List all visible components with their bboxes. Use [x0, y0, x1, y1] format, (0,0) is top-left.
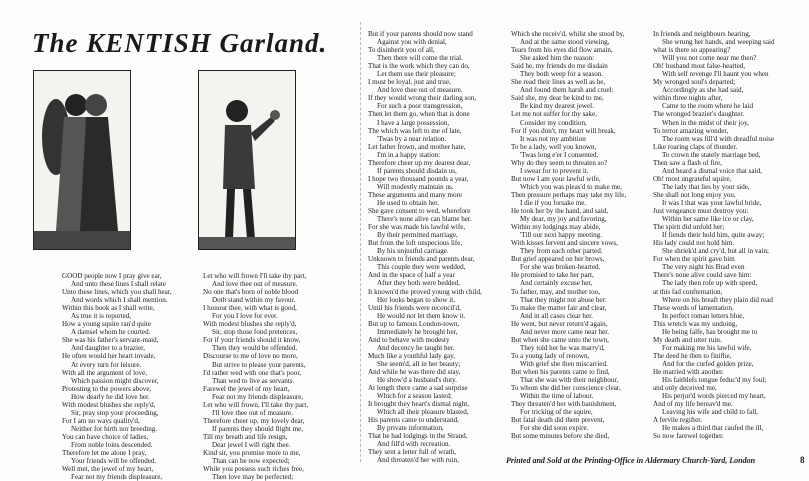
verse-line: My dear, my joy and favoring,: [520, 215, 607, 224]
verse-line: It was not my ambition: [520, 134, 586, 143]
verse-line: Let them use their pleasure;: [377, 70, 456, 79]
verse-line: That she was with their neighbour,: [520, 376, 619, 385]
verse-line: She shall not long enjoy you,: [653, 190, 736, 199]
verse-line: She was his father's servant-maid,: [62, 336, 159, 345]
verse-line: Will modestly maintain us.: [377, 182, 454, 191]
verse-line: My death and utter ruin.: [653, 335, 722, 344]
verse-line: She asked him the reason:: [520, 54, 595, 63]
verse-line: I swear for to prevent it.: [520, 166, 589, 175]
verse-line: I must be loyal, just and true,: [368, 78, 451, 87]
verse-line: Let father frown, and mother hate,: [368, 142, 466, 151]
verse-line: He being falfe, has brought me to: [662, 327, 758, 336]
verse-line: Let me not suffer for thy sake,: [511, 110, 597, 119]
verse-line: Where on his breaft they plain did read: [662, 295, 773, 304]
verse-line: And in the space of half a year: [368, 271, 455, 280]
verse-line: They sent a letter full of wrath,: [368, 448, 457, 457]
verse-line: That they might not abuse her:: [520, 295, 607, 304]
verse-line: For if your friends should it know,: [203, 336, 301, 345]
verse-line: There's none alive can blame her.: [377, 215, 472, 224]
verse-line: Which she receiv'd, whilst she stood by,: [511, 30, 625, 38]
verse-line: And certainly excuse her,: [520, 279, 593, 288]
verse-line: Therefore cheer up my dearest dear,: [368, 158, 471, 167]
verse-line: But up to famous London-town,: [368, 319, 460, 328]
verse-line: With self revenge I'll haunt you when: [662, 70, 769, 79]
verse-line: Then there will come the trial.: [377, 54, 463, 63]
verse-line: And decency he taught her.: [377, 343, 455, 352]
verse-line: There's none alive could save him:: [653, 271, 752, 280]
verse-line: And for the curfed golden prize,: [662, 359, 754, 368]
verse-line: And in all cases clear her.: [520, 311, 593, 320]
verse-line: But strive to please your parents,: [212, 360, 306, 369]
verse-line: I'm in a happy station:: [377, 150, 441, 159]
woodcut-man-image: [198, 70, 296, 250]
ballad-column-2: [203, 272, 353, 481]
verse-line: As true it is reported,: [71, 312, 132, 321]
verse-line: Then let them go, when that is done: [368, 110, 470, 119]
verse-line: They threaten'd her with banishment,: [511, 400, 617, 409]
verse-line: Doth stand within my favour.: [212, 296, 296, 305]
page-fold-divider: [360, 22, 362, 462]
verse-line: She seem'd, all in her beauty;: [377, 359, 461, 368]
verse-line: To a young lady of renown,: [511, 351, 590, 360]
verse-line: And love thee out of measure.: [212, 280, 298, 289]
verse-line: While you possess such riches free,: [203, 465, 304, 474]
verse-line: Just vengeance must destroy you:: [653, 207, 749, 216]
verse-line: For you I love for ever.: [212, 312, 278, 321]
verse-line: But from the loft unspecious life,: [368, 239, 463, 248]
ballad-column-1: [62, 272, 202, 481]
verse-line: I have a large possession,: [377, 118, 450, 127]
verse-line: To make the matter fair and clear,: [511, 303, 607, 312]
verse-line: If they would wrong their darling son,: [368, 94, 477, 103]
verse-line: He used to obtain her.: [377, 198, 440, 207]
verse-line: She shriek'd and cry'd, but all in vain;: [662, 247, 769, 256]
verse-line: Fear not my friends displeasure,: [71, 473, 163, 481]
verse-line: And heard a dismal voice that said,: [662, 166, 762, 175]
verse-line: Sir, pray stop your proceeding,: [71, 408, 159, 417]
verse-line: Within this book as I shall write,: [62, 304, 155, 313]
verse-line: He went, but never return'd again,: [511, 319, 608, 328]
verse-line: And love thee out of measure.: [377, 86, 463, 95]
verse-line: From noble loins descended.: [71, 440, 153, 449]
verse-line: I honour thee, with what is good,: [203, 304, 297, 313]
verse-line: For making me his lawful wife,: [662, 343, 752, 352]
verse-line: To crown the stately marriage bed,: [662, 150, 761, 159]
verse-line: Dear jewel I will right thee.: [212, 440, 291, 449]
verse-line: He married with another.: [653, 367, 724, 376]
verse-line: For such a poor transgression,: [377, 102, 463, 111]
verse-line: GOOD people now I pray give ear,: [62, 272, 162, 280]
verse-line: I hope two thousand pounds a year,: [368, 174, 469, 183]
verse-line: If parents they should flight me,: [212, 424, 304, 433]
verse-line: Came to the room where he laid: [662, 102, 754, 111]
verse-line: But if your parents should now stand: [368, 30, 473, 38]
verse-line: Then love may be perfected;: [212, 473, 294, 481]
verse-line: At length there came a sad surprise: [368, 384, 468, 393]
verse-line: If fiends their hold him, quite away;: [662, 231, 765, 240]
verse-line: Therefore cheer up, my lovely dear,: [203, 416, 305, 425]
verse-line: And threaten'd her with ruin,: [377, 456, 459, 465]
verse-line: This wretch was my undoing,: [653, 319, 738, 328]
verse-line: His parents came to understand,: [368, 416, 459, 425]
verse-line: And daughter to a brazier,: [71, 344, 145, 353]
verse-line: How dearly he did love her.: [71, 392, 150, 401]
verse-line: The lady then rofe up with speed,: [662, 279, 758, 288]
verse-line: The which was left to me of late,: [368, 126, 462, 135]
verse-line: She wrung her hands, and weeping said: [662, 38, 775, 47]
verse-line: The very night his Brad even: [662, 263, 745, 272]
verse-line: at this fad confternation,: [653, 287, 723, 296]
verse-line: Will you not come near me then?: [662, 54, 757, 63]
verse-line: That is the work which they can do,: [368, 62, 470, 71]
verse-line: The deed he then to finifhe,: [653, 351, 732, 360]
verse-line: The lady that lies by your side,: [662, 182, 750, 191]
verse-line: They both weep for a season.: [520, 70, 604, 79]
verse-line: Discourse to me of love no more,: [203, 352, 298, 361]
verse-line: It brought they heart's dismal night,: [368, 400, 469, 409]
verse-line: After they both were bedded,: [377, 279, 460, 288]
verse-line: A damsel whom he courted.: [71, 328, 151, 337]
verse-line: The wronged brazier's daughter.: [653, 110, 745, 119]
verse-line: To whom she did her conscience clear,: [511, 384, 621, 393]
verse-line: and only deceived me,: [653, 384, 717, 393]
verse-line: Fear not my friends displeasure,: [212, 392, 304, 401]
verse-line: How a young squire ran'd quite: [62, 320, 151, 329]
verse-line: 'Till our next happy meeting.: [520, 231, 602, 240]
verse-line: His perjur'd words pierced my heart,: [662, 392, 766, 401]
verse-line: They told her he was marry'd,: [520, 343, 605, 352]
verse-line: Unknown to friends and parents dear,: [368, 255, 475, 264]
verse-line: A fervile regifter.: [653, 416, 703, 425]
verse-line: For I am no ways quality'd,: [62, 416, 140, 425]
verse-line: I die if you forsake me.: [520, 198, 587, 207]
verse-line: And never more came near her.: [520, 327, 610, 336]
verse-line: Said he, my friends do me disdain: [511, 62, 608, 71]
verse-line: He often would her heart invade,: [62, 352, 156, 361]
verse-line: Leaving his wife and child to fall,: [662, 408, 758, 417]
verse-line: within three nights after,: [653, 94, 723, 103]
verse-line: But grief appeared on her brows,: [511, 255, 605, 264]
ballad-title: The KENTISH Garland.: [32, 28, 328, 58]
verse-line: And fill'd with recreation.: [377, 440, 451, 449]
verse-line: She gave consent to wed, wherefore: [368, 207, 471, 216]
verse-line: Within the time of labour.: [520, 392, 594, 401]
verse-line: Neither for birth nor breeding.: [71, 424, 158, 433]
verse-line: To disinherit you of all,: [368, 46, 435, 55]
verse-line: Much like a youthful lady gay,: [368, 351, 456, 360]
woodcut-couple-image: [33, 70, 131, 250]
verse-line: These words of lamentation.: [653, 303, 734, 312]
verse-line: Oh! husband most false-hearted,: [653, 62, 746, 71]
verse-line: Let who will frown I'll take thy part,: [203, 272, 307, 280]
verse-line: You can have choice of ladies,: [62, 432, 149, 441]
verse-line: When in the midst of their joy,: [662, 118, 749, 127]
verse-line: And to behave with modesty: [368, 335, 450, 344]
verse-line: Like roaring claps of thunder.: [653, 142, 738, 151]
verse-line: For if you don't, my heart will break,: [511, 126, 616, 135]
verse-line: The spirit did unfold her;: [653, 223, 725, 232]
verse-line: And while he was there did stay,: [368, 367, 461, 376]
verse-line: That he had lodgings in the Strand,: [368, 432, 468, 441]
verse-line: He promised to take her part,: [511, 271, 594, 280]
verse-line: Within her same like ice or clay,: [662, 215, 754, 224]
verse-line: They from each other parted.: [520, 247, 603, 256]
verse-line: Why do they seem to threaten so?: [511, 158, 608, 167]
woodcut-couple-drawing: [34, 71, 130, 249]
verse-line: And words which I shall mention.: [71, 296, 168, 305]
printer-imprint: Printed and Sold at the Printing-Office in Aldermary Church-Yard, London: [506, 456, 756, 465]
verse-line: 'Twas long e'er I consented.: [520, 150, 599, 159]
verse-line: Than can be now expected;: [212, 457, 290, 466]
verse-line: By their permitted marriage,: [377, 231, 458, 240]
verse-line: Which all their pleasure blasted,: [377, 408, 469, 417]
verse-line: Accordingly as she had said,: [662, 86, 744, 95]
verse-line: These arguments and many more: [368, 190, 463, 199]
verse-line: With modest blushes she reply'd,: [62, 400, 156, 409]
verse-line: Against you with denial,: [377, 38, 447, 47]
verse-line: But fatal death did them prevent,: [511, 416, 605, 425]
verse-line: Oh! most ungrateful squire,: [653, 174, 732, 183]
verse-line: But some minutes before she died,: [511, 432, 610, 441]
verse-line: To father, may, and mother too,: [511, 287, 600, 296]
verse-line: For she was broken-hearted.: [520, 263, 601, 272]
ballad-column-4: [511, 30, 651, 440]
verse-line: 'Twas by a near relation.: [377, 134, 447, 143]
woodcut-man-drawing: [199, 71, 295, 249]
verse-line: Sir, stop those fond pretences,: [212, 328, 298, 337]
verse-line: And at the same stood viewing,: [520, 38, 610, 47]
verse-line: The room was fill'd with dreadful noise: [662, 134, 774, 143]
verse-line: For she was made his lawful wife,: [368, 223, 466, 232]
verse-line: By private information,: [377, 424, 444, 433]
verse-line: For tricking of the squire,: [520, 408, 593, 417]
verse-line: Which passion might discover,: [71, 376, 159, 385]
verse-line: I'll love thee out of measure.: [212, 408, 293, 417]
verse-line: His faithlefs tongue feduc'd my foul;: [662, 376, 767, 385]
verse-line: Well met, the jewel of my heart,: [62, 465, 154, 474]
verse-line: But now I am your lawful wife,: [511, 174, 601, 183]
verse-line: Then pressure perhaps may take my life,: [511, 190, 627, 199]
verse-line: Your friends will be offended.: [71, 457, 157, 466]
verse-line: Therefore let me alone I pray,: [62, 449, 147, 458]
verse-line: In friends and neighbours hearing,: [653, 30, 751, 38]
verse-line: With kisses fervent and sincere vows,: [511, 239, 618, 248]
verse-line: Be kind my dearest jewel.: [520, 102, 594, 111]
verse-line: She read their lines as well as he,: [511, 78, 606, 87]
verse-line: Till my breath and life resign,: [203, 432, 288, 441]
verse-line: For when the spirit gave him: [653, 255, 735, 264]
verse-line: My wronged soul's departed;: [653, 78, 736, 87]
verse-line: By his unjustful carriage.: [377, 247, 449, 256]
verse-line: This couple they were wedded,: [377, 263, 466, 272]
verse-line: what is there so appearing?: [653, 46, 731, 55]
verse-line: Immediately he brought her,: [377, 327, 458, 336]
verse-line: He makes a third that caufed the ill,: [662, 424, 764, 433]
verse-line: With grief she then miscarried.: [520, 359, 608, 368]
verse-line: Unto these lines, which you shall hear,: [62, 288, 172, 297]
verse-line: And found them harsh and cruel:: [520, 86, 614, 95]
verse-line: Until his friends were reconcil'd,: [368, 303, 461, 312]
verse-line: He would not let them know it.: [377, 311, 466, 320]
verse-line: Her looks began to show it,: [377, 295, 456, 304]
verse-line: But when his parents came to find,: [511, 367, 610, 376]
verse-line: His lady could not hold him.: [653, 239, 735, 248]
verse-line: He took her by the hand, and said,: [511, 207, 609, 216]
verse-line: In perfect roman letters blue,: [662, 311, 745, 320]
verse-line: To be a lady, well you known,: [511, 142, 597, 151]
verse-line: Which you was pleas'd to make me,: [520, 182, 622, 191]
verse-line: Kind sir, you promise more to me,: [203, 449, 301, 458]
verse-line: Consider my condition,: [520, 118, 587, 127]
page-number: 8: [800, 455, 805, 465]
verse-line: So now farewel together.: [653, 432, 724, 441]
verse-line: To terror amazing wonder,: [653, 126, 729, 135]
verse-line: But when she came unto the town,: [511, 335, 609, 344]
verse-line: At every turn for leisure.: [71, 360, 142, 369]
verse-line: Farewel the jewel of my heart,: [203, 384, 290, 393]
verse-line: Which for a season lasted;: [377, 392, 452, 401]
verse-line: He show'd a husband's duty.: [377, 376, 457, 385]
verse-line: For she did soon expire.: [520, 424, 589, 433]
verse-line: Than wed to live as servants.: [212, 376, 295, 385]
verse-line: And of my life bereav'd me.: [653, 400, 733, 409]
verse-line: Let who will frown, I'll take thy part,: [203, 400, 309, 409]
verse-line: Protesting to the powers above,: [62, 384, 152, 393]
verse-line: It was I that was your lawful bride,: [662, 198, 762, 207]
ballad-column-3: [368, 30, 508, 465]
verse-line: It known'd the proved young with child,: [368, 287, 482, 296]
verse-line: Tears from his eyes did flow amain,: [511, 46, 613, 55]
verse-line: Said she, my dear be kind to me,: [511, 94, 604, 103]
verse-line: Then they would be offended.: [212, 344, 298, 353]
verse-line: And unto these lines I shall relate: [71, 280, 166, 289]
ballad-column-5: [653, 30, 803, 440]
verse-line: Within my lodgings may abide,: [511, 223, 601, 232]
verse-line: With modest blushes she reply'd,: [203, 320, 297, 329]
verse-line: No one that's born of noble blood: [203, 288, 299, 297]
verse-line: With all the argument of love,: [62, 368, 148, 377]
verse-line: I'd rather wed with one that's poor,: [203, 368, 302, 377]
verse-line: Then saw a flash of fire,: [653, 158, 722, 167]
verse-line: If parents should disdain us,: [377, 166, 457, 175]
